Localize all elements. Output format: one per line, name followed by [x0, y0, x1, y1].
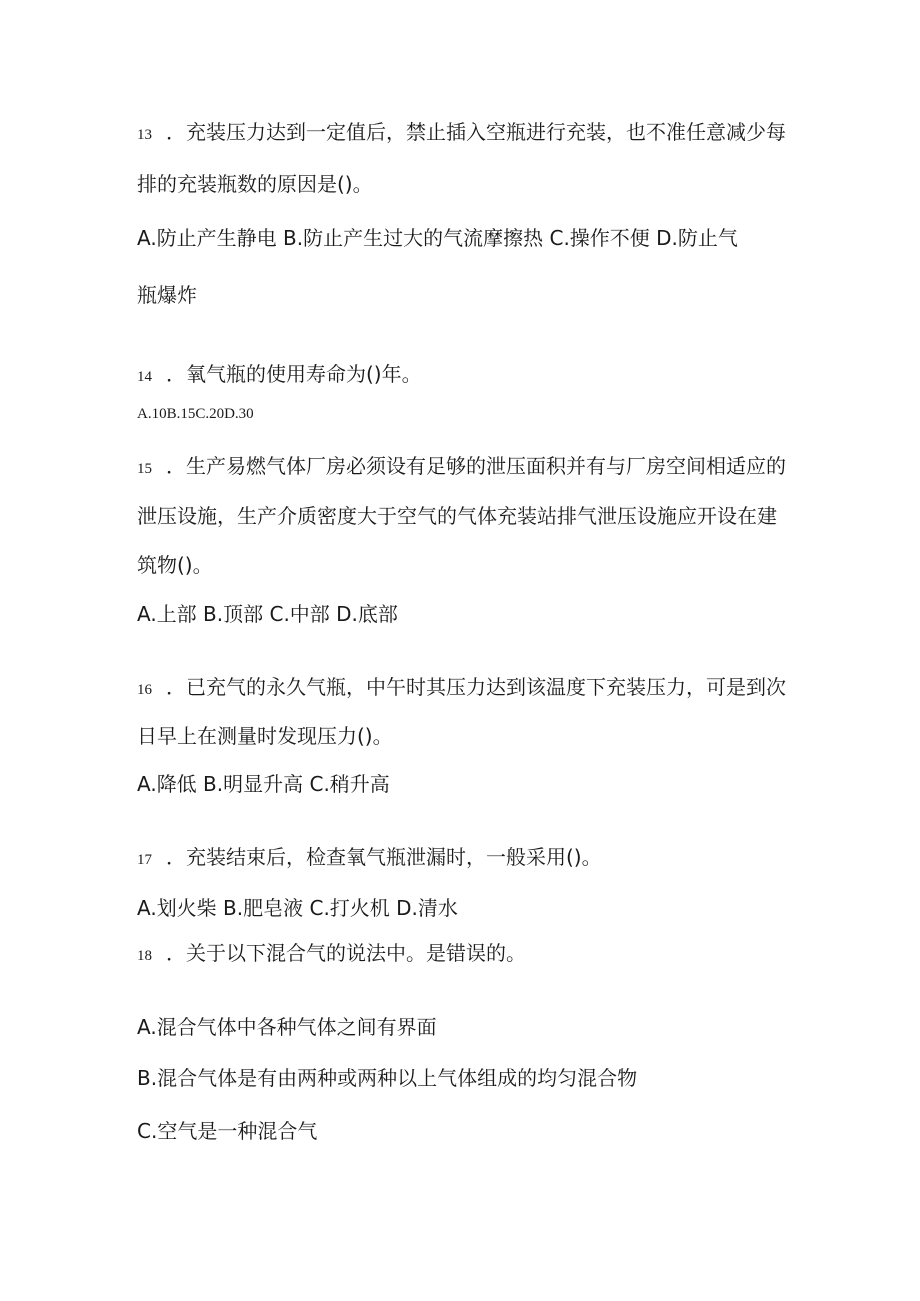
question-number: 18 [137, 948, 152, 964]
question-15-line-3: 筑物()。 [137, 553, 213, 577]
question-13-options-2: 瓶爆炸 [137, 283, 197, 307]
question-text: ．生产易燃气体厂房必须设有足够的泄压面积并有与厂房空间相适应的 [166, 454, 786, 478]
question-18-options-2: B.混合气体是有由两种或两种以上气体组成的均匀混合物 [137, 1066, 638, 1090]
question-text: ．氧气瓶的使用寿命为()年。 [166, 362, 422, 386]
question-16-options-1: A.降低 B.明显升高 C.稍升高 [137, 772, 390, 796]
question-17-line-1 [137, 843, 602, 874]
question-text: ．充装压力达到一定值后，禁止插入空瓶进行充装，也不准任意减少每 [166, 120, 786, 144]
question-text: ．已充气的永久气瓶，中午时其压力达到该温度下充装压力，可是到次 [166, 675, 786, 699]
question-13-line-1 [137, 118, 786, 149]
question-13-options-1: A.防止产生静电 B.防止产生过大的气流摩擦热 C.操作不便 D.防止气 [137, 226, 738, 250]
question-number: 14 [137, 369, 152, 385]
question-15-options-1: A.上部 B.顶部 C.中部 D.底部 [137, 602, 398, 626]
question-16-line-1 [137, 673, 786, 704]
question-18-line-1 [137, 939, 526, 970]
question-number: 16 [137, 682, 152, 698]
question-number: 13 [137, 127, 152, 143]
question-15-line-1 [137, 452, 786, 483]
question-text: ．关于以下混合气的说法中。是错误的。 [166, 941, 526, 965]
question-number: 15 [137, 461, 152, 477]
question-16-line-2: 日早上在测量时发现压力()。 [137, 724, 393, 748]
question-14-line-1 [137, 360, 422, 391]
question-17-options-1: A.划火柴 B.肥皂液 C.打火机 D.清水 [137, 896, 458, 920]
question-18-options-3: C.空气是一种混合气 [137, 1119, 318, 1143]
question-14-options-1: A.10B.15C.20D.30 [137, 406, 254, 422]
question-18-options-1: A.混合气体中各种气体之间有界面 [137, 1015, 437, 1039]
question-number: 17 [137, 852, 152, 868]
question-15-line-2: 泄压设施，生产介质密度大于空气的气体充装站排气泄压设施应开设在建 [137, 504, 777, 528]
question-text: ．充装结束后，检查氧气瓶泄漏时，一般采用()。 [166, 845, 602, 869]
question-13-line-2: 排的充装瓶数的原因是()。 [137, 172, 373, 196]
